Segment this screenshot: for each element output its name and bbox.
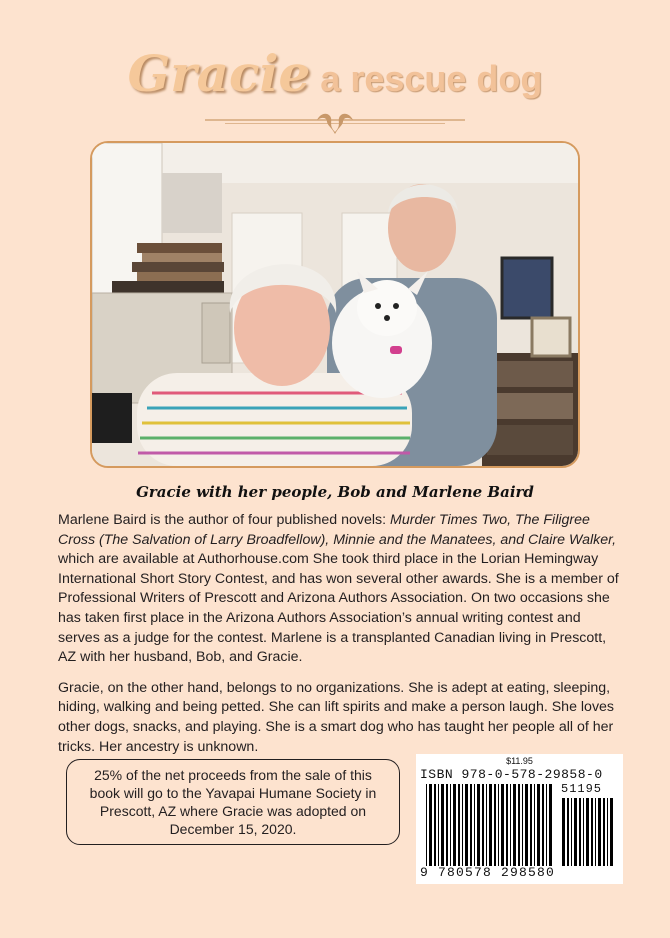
barcode-bar [501,784,504,866]
barcode-bar [562,798,565,866]
cover-photo [90,141,580,468]
barcode-bar [579,798,581,866]
barcode-bar [465,784,468,866]
barcode-bar [482,784,484,866]
barcode-bar [458,784,460,866]
barcode-bar [537,784,540,866]
barcode-bar [525,784,528,866]
barcode-bar [522,784,523,866]
barcode-bar [446,784,448,866]
barcode-bar [474,784,475,866]
barcode-bar [453,784,456,866]
barcode-bar [489,784,492,866]
barcode-bar [513,784,516,866]
addon-barcode-icon [562,798,618,866]
price-label: $11.95 [506,756,533,766]
ean-digits: 9 780578 298580 [420,865,556,880]
barcode-bar [498,784,499,866]
barcode-bar [567,798,569,866]
barcode-bar [477,784,480,866]
barcode-bar [441,784,444,866]
barcode-bar [530,784,532,866]
addon-digits: 51195 [561,782,603,796]
barcode-bar [494,784,496,866]
barcode-bar [434,784,436,866]
barcode-bar [542,784,544,866]
bio-paragraph [58,511,620,668]
photo-caption: Gracie with her people, Bob and Marlene Baird [136,483,534,501]
barcode-bar [595,798,596,866]
barcode-bar [462,784,463,866]
barcode-bar [470,784,472,866]
barcode-bar [598,798,601,866]
barcode-bar [486,784,487,866]
barcode-bar [450,784,451,866]
barcode-bar [574,798,577,866]
barcode-bar [510,784,511,866]
barcode-bar [549,784,552,866]
author-bio [58,511,620,768]
bio-continuation: which are available at Authorhouse.com She took third place in the Lorian Hemingway International Short Story Contest, and has won several other awards. She is a member of Professional Writers of Prescott and Arizona Authors Association. On two occasions she has taken first place in the Arizona Authors Association’s annual writing contest and serves as a judge for the contest. Marlene is a transplanted Canadian living in Prescott, AZ with her husband, Bob, and Gracie. [58,551,619,666]
barcode-bar [426,784,427,866]
title-script: Gracie [127,44,311,103]
barcode-bar [438,784,439,866]
barcode-bar [603,798,605,866]
barcode-bar [534,784,535,866]
barcode-bar [518,784,520,866]
title-subtitle: a rescue dog [320,58,543,99]
barcode-bar [586,798,589,866]
barcode-bar [591,798,593,866]
barcode-bar [583,798,584,866]
bio-intro: Marlene Baird is the author of four published novels: [58,512,391,528]
barcode-bar [506,784,508,866]
book-titles: Murder Times Two, The Filigree Cross (The Salvation of Larry Broadfellow), Minnie and the Manatees, and Claire Walker, [58,512,617,548]
ornament-divider-icon [205,110,465,136]
ean-barcode-icon [426,784,554,866]
book-title [0,44,670,103]
isbn-label: ISBN 978-0-578-29858-0 [420,767,603,782]
gracie-paragraph: Gracie, on the other hand, belongs to no organizations. She is adept at eating, sleeping, hiding, walking and being petted. She can lift spirits and make a person laugh. She loves other dogs, snacks, and playing. She is a smart dog who has taught her people all of her tricks. Her ancestry is unknown. [58,679,615,755]
donation-note: 25% of the net proceeds from the sale of this book will go to the Yavapai Humane Society in Prescott, AZ where Gracie was adopted on December 15, 2020. [66,759,400,845]
barcode-bar [571,798,572,866]
barcode-bar [546,784,547,866]
barcode-bar [429,784,432,866]
barcode-bar [607,798,608,866]
barcode-bar [610,798,613,866]
isbn-barcode [416,754,623,884]
